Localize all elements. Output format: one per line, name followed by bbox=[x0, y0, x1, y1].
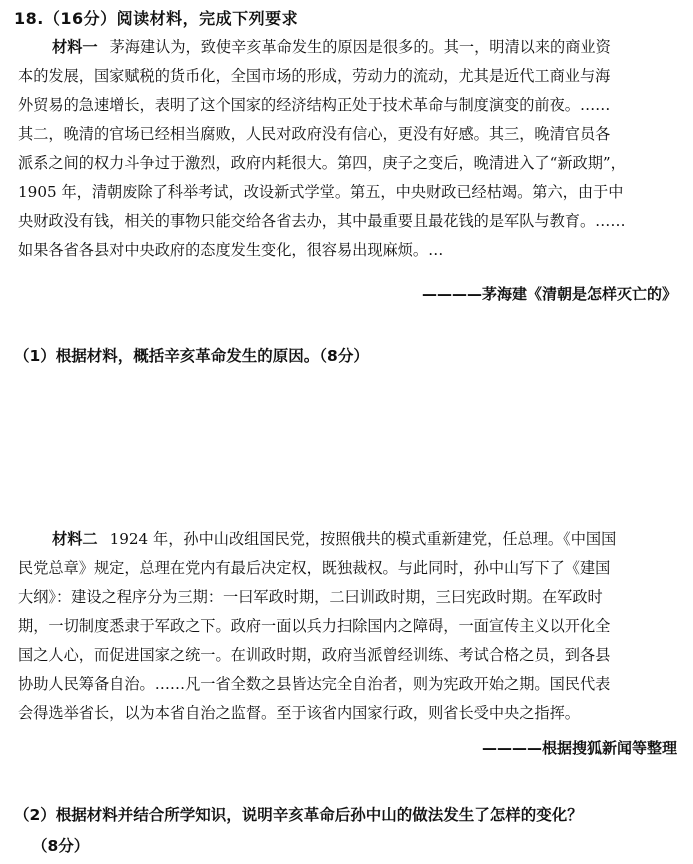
material-2-line: 协助人民筹备自治。……凡一省全数之县皆达完全自治者，则为宪政开始之期。国民代表 bbox=[18, 675, 611, 693]
material-1-source: ————茅海建《清朝是怎样灭亡的》 bbox=[421, 285, 677, 303]
material-1-label: 材料一 bbox=[52, 38, 98, 56]
question-header: 18.（16分）阅读材料，完成下列要求 bbox=[14, 9, 299, 28]
question-1: （1）根据材料，概括辛亥革命发生的原因。（8分） bbox=[14, 347, 369, 365]
question-2-score: （8分） bbox=[32, 837, 90, 855]
material-1-line: 如果各省各县对中央政府的态度发生变化，很容易出现麻烦。… bbox=[18, 241, 444, 259]
material-2-text: 1924 年，孙中山改组国民党，按照俄共的模式重新建党，任总理。《中国国 bbox=[109, 530, 617, 548]
material-1-line: 外贸易的急速增长，表明了这个国家的经济结构正处于技术革命与制度演变的前夜。…… bbox=[18, 96, 611, 114]
material-2-line: 民党总章》规定，总理在党内有最后决定权，既独裁权。与此同时，孙中山写下了《建国 bbox=[18, 559, 611, 577]
material-1-line: 本的发展，国家赋税的货币化，全国市场的形成，劳动力的流动，尤其是近代工商业与海 bbox=[18, 67, 611, 85]
material-1-line bbox=[18, 33, 680, 62]
material-1-line: 其二，晚清的官场已经相当腐败，人民对政府没有信心，更没有好感。其三，晚清官员各 bbox=[18, 125, 611, 143]
material-2-line bbox=[18, 525, 680, 554]
question-2: （2）根据材料并结合所学知识，说明辛亥革命后孙中山的做法发生了怎样的变化？ bbox=[14, 806, 583, 824]
material-1-text: 茅海建认为，致使辛亥革命发生的原因是很多的。其一，明清以来的商业资 bbox=[109, 38, 611, 56]
material-2-source: ————根据搜狐新闻等整理 bbox=[481, 739, 677, 757]
material-1-line: 央财政没有钱，相关的事物只能交给各省去办，其中最重要且最花钱的是军队与教育。…… bbox=[18, 212, 626, 230]
material-2-line: 大纲》：建设之程序分为三期：一曰军政时期，二曰训政时期，三曰宪政时期。在军政时 bbox=[18, 588, 603, 606]
material-1-line: 派系之间的权力斗争过于激烈，政府内耗很大。第四，庚子之变后，晚清进入了“新政期”， bbox=[18, 154, 626, 172]
material-1-line: 1905 年，清朝废除了科举考试，改设新式学堂。第五，中央财政已经枯竭。第六，由于中 bbox=[18, 183, 624, 201]
material-1-passage bbox=[18, 33, 680, 265]
material-2-label: 材料二 bbox=[52, 530, 98, 548]
material-2-line: 国之人心，而促进国家之统一。在训政时期，政府当派曾经训练、考试合格之员，到各县 bbox=[18, 646, 611, 664]
material-2-passage bbox=[18, 525, 680, 728]
material-2-line: 会得选举省长，以为本省自治之监督。至于该省内国家行政，则省长受中央之指挥。 bbox=[18, 704, 580, 722]
material-2-line: 期，一切制度悉隶于军政之下。政府一面以兵力扫除国内之障碍，一面宣传主义以开化全 bbox=[18, 617, 611, 635]
